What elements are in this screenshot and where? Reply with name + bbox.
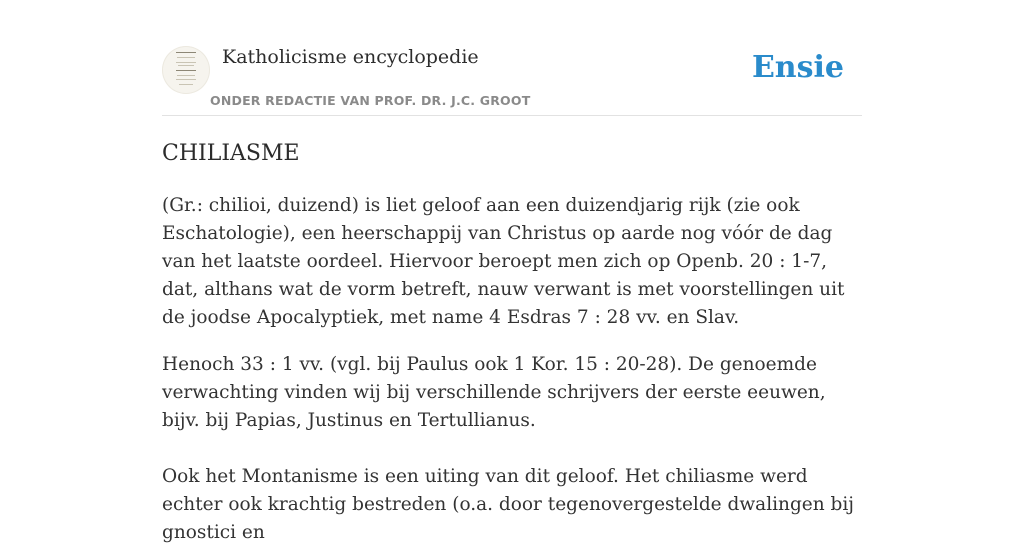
site-title[interactable]: Katholicisme encyclopedie — [222, 46, 479, 68]
article-paragraph: (Gr.: chilioi, duizend) is liet geloof aan een duizendjarig rijk (zie ook Eschatologie), een heerschappij van Christus op aarde nog vóór de dag van het laatste oordeel. Hiervoor beroept men zich op Openb. 20 : 1-7, dat, althans wat de vorm betreft, nauw verwant is met voorstellingen uit de joodse Apocalyptiek, met name 4 Esdras 7 : 28 vv. en Slav. — [162, 195, 845, 328]
site-header — [162, 0, 862, 116]
encyclopedia-cover-thumbnail[interactable] — [162, 46, 210, 94]
article-title: CHILIASME — [162, 141, 300, 166]
article-paragraph: Ook het Montanisme is een uiting van dit geloof. Het chiliasme werd echter ook krachtig bestreden (o.a. door tegenovergestelde dwalingen bij gnostici en — [162, 466, 855, 543]
editor-subtitle: ONDER REDACTIE VAN PROF. DR. J.C. GROOT — [210, 93, 531, 108]
article-paragraph: Henoch 33 : 1 vv. (vgl. bij Paulus ook 1 Kor. 15 : 20-28). De genoemde verwachting vinden wij bij verschillende schrijvers der eerste eeuwen, bijv. bij Papias, Justinus en Tertullianus. — [162, 354, 826, 431]
page — [162, 0, 862, 543]
ensie-logo[interactable]: Ensie — [751, 50, 844, 85]
